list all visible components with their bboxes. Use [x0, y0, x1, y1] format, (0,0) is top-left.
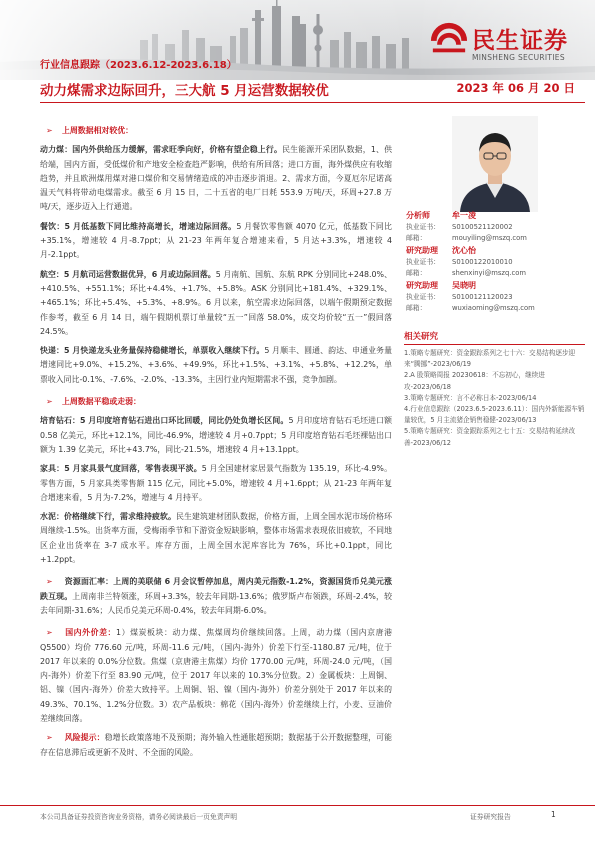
para-lead: 餐饮：5 月低基数下同比维持高增长，增速边际回落。 [40, 221, 237, 231]
footer-divider [0, 805, 595, 806]
footer-disclaimer: 本公司具备证券投资咨询业务资格，请务必阅读最后一页免责声明 [40, 813, 238, 821]
related-research-item[interactable]: 4.行业信息跟踪（2023.6.5-2023.6.11）：国内外新能源车销量较优，5 月主流猪企销售稳健-2023/06/13 [404, 405, 585, 425]
email-label: 邮箱： [406, 234, 427, 242]
analyst-photo [452, 116, 538, 212]
analyst-block [404, 279, 585, 314]
header-banner [0, 0, 595, 80]
email-label: 邮箱： [406, 304, 427, 312]
report-body [40, 124, 392, 760]
para-price-spread [40, 626, 392, 726]
related-research-item[interactable]: 1.策略专题研究：资金跟踪系列之七十六：交易结构逐步迎来“腾挪”-2023/06/19 [404, 349, 576, 369]
title-row [40, 79, 585, 101]
analyst-email[interactable]: wuxiaoming@mszq.com [452, 304, 535, 312]
analyst-role: 研究助理 [406, 246, 438, 255]
analyst-email[interactable]: mouyiling@mszq.com [452, 234, 527, 242]
para-furniture [40, 462, 392, 505]
email-label: 邮箱： [406, 269, 427, 277]
para-lead: 国内外价差： [64, 628, 117, 638]
para-fx [40, 575, 392, 618]
para-diamond [40, 414, 392, 457]
cert-number: S0100121120023 [452, 293, 513, 301]
section-heading-text: 上周数据平稳或走弱： [62, 397, 141, 407]
para-body: 民生建筑建材团队数据，价格方面，上周全国水泥市场价格环周继续-1.5%。出货率方面，受梅雨季节和下游资金短缺影响，整体市场需求表现依旧疲软，不同地区企业出货率在 3-7 成水平。库存方面，上周全国水泥库容比为 76%，环比+0.1ppt，同比+1.2ppt。 [40, 512, 392, 565]
analyst-name: 吴晓明 [452, 281, 476, 290]
section-heading-better [40, 124, 392, 138]
logo-english-name: MINSHENG SECURITIES [472, 53, 565, 62]
para-body: 1）煤炭板块：动力煤、焦煤周均价继续回落。上周，动力煤（国内京唐港 Q5500）均价 776.60 元/吨，环周-11.6 元/吨，（国内-海外）价差下行至-1180.87 元/吨，位于 2017 年以来的 0.0%分位数。焦煤（京唐港主焦煤）均价 1770.00 元/吨，环周-24.0 元/吨，（国内-海外）价差下行至 83.90 元/吨，位于 2017 年以来的 10.3%分位数。2）金属板块：上周铜、铝、镍（国内-海外）价差大致持平。上周铜、铝、镍（国内-海外）价差分别处于 2017 年以来的 49.3%、70.1%、1.2%分位数。3）农产品板块：棉花（国内-海外）价差继续上行，小麦、豆油价差继续回落。 [40, 628, 392, 723]
report-title: 动力煤需求边际回升，三大航 5 月运营数据较优 [40, 83, 329, 99]
para-body: 稳增长政策落地不及预期；海外输入性通胀超预期；数据基于公开数据整理，可能存在信息滞后或更新不及时、不全面的风险。 [40, 733, 392, 757]
arrow-icon: ➢ [46, 733, 53, 743]
para-body: 5 月餐饮零售额 4070 亿元，低基数下同比+35.1%，增速较 4 月-8.7ppt；从 21-23 年两年复合增速来看，5 月达+3.3%，增速较 4 月-2.1ppt。 [40, 221, 392, 260]
arrow-icon: ➢ [46, 397, 53, 407]
minsheng-logo-icon [430, 20, 468, 58]
para-body: 民生能源开采团队数据，1、供给端，国内方面，受低煤价和产地安全检查趋严影响，供给有所回落；进口方面，海外煤供应有收缩趋势，并且欧洲煤用煤对港口煤价和交易情绪造成的冲击逐步消退。2、需求方面，今夏厄尔尼诺高温天气料将带动电煤需求。截至 6 月 15 日，二十五省的电厂日耗 553.9 万吨/天，环周+27.8 万吨/天，逐步迈入上行通道。 [40, 145, 392, 212]
para-food [40, 220, 392, 263]
analyst-role: 研究助理 [406, 281, 438, 290]
title-divider [40, 102, 585, 103]
para-body: 5 月印度培育钻石毛坯进口额 0.58 亿美元，环比+12.1%，同比-46.9%，增速较 4 月+0.7ppt；5 月印度培育钻石毛坯裸钻出口额为 1.39 亿美元，环比+43.7%，同比-21.5%，增速较 4 月+13.1ppt。 [40, 416, 392, 454]
para-lead: 快递：5 月快递龙头业务量保持稳健增长，单票收入继续下行。 [40, 346, 265, 356]
related-research-list [404, 348, 585, 449]
cert-label: 执业证书： [406, 223, 440, 231]
analyst-name: 牟一凌 [452, 211, 476, 220]
company-logo [430, 20, 590, 70]
cert-number: S0100122010010 [452, 258, 513, 266]
analyst-block [404, 244, 585, 279]
para-lead: 风险提示： [64, 733, 105, 743]
related-research-item[interactable]: 2.A 股策略周报 20230618：不忘初心，继续进攻-2023/06/18 [404, 371, 545, 391]
para-express [40, 344, 392, 387]
related-research-title: 相关研究 [404, 330, 585, 345]
para-risk [40, 731, 392, 760]
report-type: 行业信息跟踪（2023.6.12-2023.6.18） [40, 60, 237, 71]
para-coal [40, 143, 392, 214]
section-heading-text: 上周数据相对较优： [62, 126, 134, 135]
para-lead: 航空：5 月航司运营数据优异，6 月或边际回落。 [40, 269, 216, 279]
logo-chinese-name: 民生证券 [472, 28, 568, 54]
para-body: 上周南非兰特领涨，环周+3.3%，较去年同期-13.6%；俄罗斯卢布领跌，环周-2.4%，较去年同期-31.6%；人民币兑美元环周-0.4%，较去年同期-6.0%。 [40, 591, 392, 615]
publish-date: 2023 年 06 月 20 日 [456, 81, 575, 95]
para-body: 5 月顺丰、圆通、韵达、申通业务量增速同比+9.0%、+15.2%、+3.6%、+49.9%，环比+1.5%、+3.1%、+5.8%、+12.2%，单票收入同比-0.1%、-7.6%、-2.0%、-13.3%，主因行业内短期需求不强，竞争加剧。 [40, 346, 392, 384]
analyst-name: 沈心怡 [452, 246, 476, 255]
analyst-block [404, 209, 585, 244]
para-cement [40, 510, 392, 567]
para-body: 5 月南航、国航、东航 RPK 分别同比+248.0%、+410.5%、+551.1%；环比+4.4%、+1.7%、+5.8%。ASK 分别同比+181.4%、+329.1%、+465.1%；环比+5.4%、+5.3%、+8.9%。6 月以来，航空需求边际回落，以端午假期预定数据作参考，截至 6 月 14 日，端午假期机票订单量较“五一”回落 58.0%，成交均价较“五一”假回落 24.5%。 [40, 269, 392, 336]
analyst-portrait-icon [452, 116, 538, 212]
para-aviation [40, 268, 392, 339]
page-number: 1 [551, 810, 556, 819]
analyst-role: 分析师 [406, 211, 430, 220]
related-research-item[interactable]: 3.策略专题研究：言不必称日本-2023/06/14 [404, 393, 537, 402]
para-lead: 水泥：价格继续下行，需求维持疲软。 [40, 512, 177, 522]
para-lead: 动力煤：国内外供给压力缓解，需求旺季向好，价格有望企稳上行。 [40, 145, 283, 155]
arrow-icon: ➢ [46, 577, 53, 587]
para-lead: 资源面汇率：上周的美联储 6 月会议暂停加息，周内美元指数-1.2%，资源国货币兑美元涨跌互现。 [40, 577, 392, 601]
section-heading-weaker [40, 395, 392, 409]
analyst-list [404, 209, 585, 314]
footer-report-type: 证券研究报告 [470, 813, 511, 821]
para-body: 5 月全国建材家居景气指数为 135.19，环比-4.9%。零售方面，5 月家具类零售额 115 亿元，同比+5.0%，增速较 4 月+1.6ppt；从 21-23 年两年复合增速来看，5 月为-7.2%，增速与 4 月持平。 [40, 464, 392, 502]
cert-number: S0100521120002 [452, 223, 513, 231]
para-lead: 培育钻石：5 月印度培育钻石进出口环比回暖，同比仍处负增长区间。 [40, 416, 289, 426]
cert-label: 执业证书： [406, 258, 440, 266]
cert-label: 执业证书： [406, 293, 440, 301]
related-research-item[interactable]: 5.策略专题研究：资金跟踪系列之七十五：交易结构延续改善-2023/06/12 [404, 427, 576, 447]
arrow-icon: ➢ [46, 628, 53, 638]
analyst-email[interactable]: shenxinyi@mszq.com [452, 269, 526, 277]
arrow-icon: ➢ [46, 126, 53, 135]
para-lead: 家具：5 月家具景气度回落，零售表现平淡。 [40, 464, 202, 474]
